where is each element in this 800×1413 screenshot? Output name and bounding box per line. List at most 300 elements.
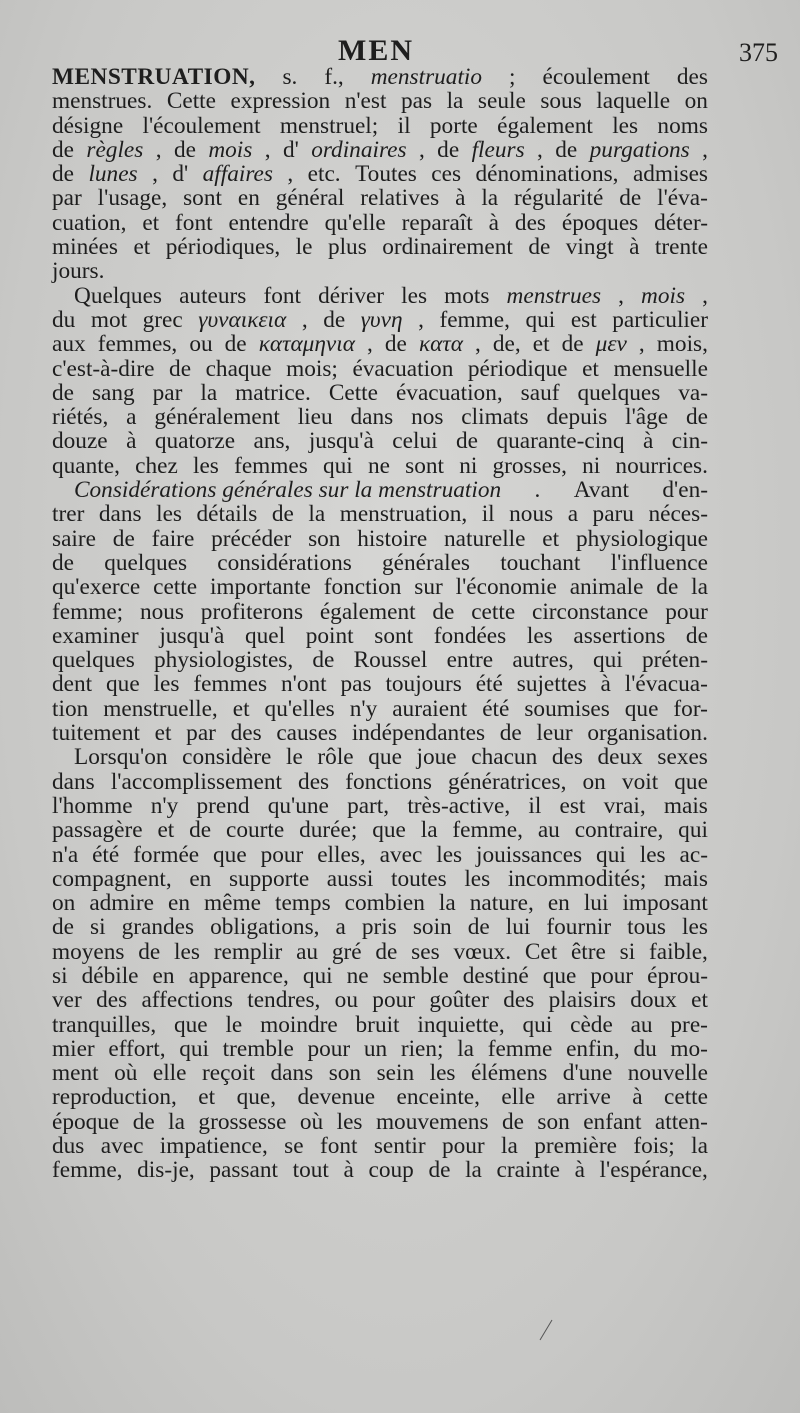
word: de — [271, 501, 294, 528]
word: , — [155, 136, 162, 163]
word: femme — [487, 1035, 553, 1062]
word: les — [401, 282, 428, 309]
word: passagère — [52, 817, 143, 844]
text-line — [52, 794, 708, 818]
word: passant — [209, 1157, 278, 1184]
word: dis-je, — [137, 1157, 195, 1184]
word: été — [482, 695, 510, 722]
word: femme; — [52, 598, 124, 625]
word: impatience, — [159, 1133, 268, 1160]
text-line — [52, 65, 708, 89]
word: il — [528, 792, 542, 819]
word: tion — [52, 695, 89, 722]
word: entendre — [228, 209, 309, 236]
word: périodique — [467, 355, 568, 382]
word: et — [133, 234, 151, 261]
word: elles, — [317, 841, 366, 868]
word: l'influence — [610, 549, 708, 576]
word: dans — [270, 1060, 314, 1087]
word: , — [367, 331, 373, 358]
word: , — [152, 161, 158, 188]
word: tuitement — [52, 720, 140, 747]
word: nourrices. — [615, 452, 708, 479]
word: à — [629, 234, 640, 261]
word: contraire, — [574, 817, 664, 844]
word: deux — [597, 744, 643, 771]
word: femme, — [52, 1157, 123, 1184]
word: la — [200, 379, 218, 406]
word: , — [702, 136, 708, 163]
word: qui — [302, 962, 333, 989]
word: générales — [382, 549, 470, 576]
word: n'a — [52, 841, 79, 868]
text-line — [52, 1013, 708, 1037]
word: première — [534, 1133, 617, 1160]
word: des — [551, 744, 583, 771]
word: , — [638, 331, 645, 358]
word: , — [702, 282, 708, 309]
word: et — [157, 817, 175, 844]
word: tranquilles, — [52, 1011, 157, 1038]
word: et — [232, 695, 250, 722]
word: qui — [323, 452, 353, 479]
word: importante — [209, 574, 311, 601]
word: vingt — [565, 234, 614, 261]
text-line — [52, 527, 708, 551]
word: on — [684, 88, 708, 115]
text-line — [52, 867, 708, 891]
word: compagnent, — [52, 865, 172, 892]
word: de — [686, 404, 708, 431]
text-line — [52, 1158, 708, 1182]
text-line — [52, 551, 708, 575]
word: pour — [260, 841, 304, 868]
text-line — [52, 1110, 708, 1134]
word: à — [600, 671, 611, 698]
word: de — [499, 720, 522, 747]
word: a — [335, 914, 346, 941]
word: au — [537, 817, 560, 844]
word: le — [225, 1011, 243, 1038]
word: naturelle — [443, 525, 526, 552]
text-line — [52, 1085, 708, 1109]
word: les — [682, 914, 708, 941]
word: qu'exerce — [52, 574, 141, 601]
word: sont — [374, 622, 414, 649]
word: prend — [196, 792, 250, 819]
word: la — [691, 574, 708, 601]
word: seule — [477, 88, 526, 115]
word: les — [464, 865, 491, 892]
word: leur — [536, 720, 573, 747]
word: physiologique — [575, 525, 708, 552]
word: porte — [429, 112, 478, 139]
word: quarante-cinq — [496, 428, 625, 455]
word: , — [287, 161, 294, 188]
word: vœux. — [453, 938, 512, 965]
word: touchant — [500, 549, 581, 576]
word: faire — [151, 525, 195, 552]
word: en — [152, 962, 175, 989]
word: va- — [678, 379, 708, 406]
word: la — [438, 890, 456, 917]
word: tout — [292, 1157, 329, 1184]
word: qui — [522, 1011, 553, 1038]
word: très-active, — [407, 792, 511, 819]
word: assertions — [573, 622, 666, 649]
word: généralement — [154, 404, 280, 431]
word: de — [561, 331, 584, 358]
word: n'y — [150, 792, 179, 819]
word: de — [323, 306, 346, 333]
word: considère — [182, 744, 272, 771]
word: qu'elles — [264, 695, 335, 722]
word: celui — [392, 428, 438, 455]
text-line — [52, 235, 708, 259]
word: ordinairement — [382, 234, 513, 261]
text-line — [52, 1061, 708, 1085]
word: d'une — [562, 1060, 613, 1087]
text-line — [52, 138, 708, 162]
word: les — [336, 1108, 363, 1135]
word: la — [501, 1133, 518, 1160]
word: elle — [152, 1060, 187, 1087]
word: les — [156, 501, 182, 528]
word: les — [192, 452, 219, 479]
word: si — [90, 914, 106, 941]
word: grec — [142, 306, 183, 333]
word: organisation. — [587, 720, 708, 747]
word: et — [198, 1084, 216, 1111]
word: son — [328, 1060, 362, 1087]
word: qu'elle — [324, 209, 386, 236]
word: jours. — [52, 258, 105, 285]
word: se — [284, 1133, 304, 1160]
word: admire — [89, 890, 154, 917]
word: , — [301, 306, 308, 333]
word: dans — [98, 501, 142, 528]
word: paru — [592, 501, 634, 528]
word: relatives — [360, 185, 440, 212]
text-line — [52, 429, 708, 453]
word: chez — [135, 452, 178, 479]
word: auraient — [392, 695, 468, 722]
word: a — [126, 404, 137, 431]
word: expression — [230, 88, 331, 115]
word: soumises — [524, 695, 610, 722]
word: incommodités; — [507, 865, 647, 892]
word: de — [685, 622, 708, 649]
emphasis: καταμηνια — [258, 331, 355, 358]
text-line — [52, 891, 708, 915]
word: la — [168, 1108, 185, 1135]
text-line — [52, 818, 708, 842]
word: mais — [663, 792, 708, 819]
text-line — [52, 770, 708, 794]
word: ne — [346, 962, 369, 989]
word: où — [114, 1060, 138, 1087]
word: for- — [673, 695, 708, 722]
word: à — [455, 185, 466, 212]
emphasis: mois — [208, 136, 253, 163]
word: le — [295, 234, 313, 261]
word: de — [432, 598, 455, 625]
word: femme, — [452, 817, 523, 844]
word: femmes — [234, 452, 308, 479]
word: la — [465, 1157, 482, 1184]
word: et — [542, 525, 560, 552]
word: au — [630, 1011, 653, 1038]
word: été — [475, 671, 503, 698]
word: de — [189, 817, 212, 844]
word: que — [368, 744, 402, 771]
word: de — [52, 161, 74, 188]
text-line — [52, 964, 708, 988]
word: est — [559, 792, 586, 819]
word: remplir — [213, 938, 283, 965]
word: fonction — [323, 574, 402, 601]
word: enfin, — [566, 1035, 620, 1062]
word: sujettes — [516, 671, 587, 698]
text-line — [52, 114, 708, 138]
word: de — [428, 1157, 451, 1184]
word: de — [112, 525, 135, 552]
emphasis: fleurs — [471, 136, 525, 163]
word: arrive — [556, 1084, 611, 1111]
word: les — [639, 841, 666, 868]
word: dénominations, — [475, 161, 619, 188]
word: cette — [153, 574, 198, 601]
word: et — [142, 209, 160, 236]
word: , — [418, 306, 424, 333]
word: par — [186, 720, 216, 747]
word: semble — [382, 962, 449, 989]
word: considérations — [217, 549, 352, 576]
word: font — [319, 1133, 358, 1160]
word: précéder — [211, 525, 292, 552]
text-line — [52, 915, 708, 939]
word: la — [457, 1035, 475, 1062]
word: époque — [52, 1108, 120, 1135]
word: soin — [412, 914, 452, 941]
word: moindre — [260, 1011, 338, 1038]
word: que — [674, 768, 708, 795]
word: sang — [91, 379, 135, 406]
text-line — [52, 721, 708, 745]
word: la — [691, 1133, 708, 1160]
word: nouvelle — [627, 1060, 708, 1087]
emphasis: lunes — [88, 161, 138, 188]
text-line — [52, 162, 708, 186]
word: et — [532, 331, 550, 358]
word: histoire — [357, 525, 428, 552]
word: femme, — [439, 306, 510, 333]
word: dus — [52, 1133, 85, 1160]
word: rôle — [317, 744, 354, 771]
word: douze — [52, 428, 108, 455]
word: cède — [570, 1011, 613, 1038]
word: reçoit — [201, 1060, 256, 1087]
word: dans — [350, 404, 394, 431]
word: mot — [90, 306, 128, 333]
word: ces — [431, 161, 462, 188]
text-line — [52, 357, 708, 381]
word: sein — [376, 1060, 415, 1087]
text-line — [52, 332, 708, 356]
word: aussi — [326, 865, 374, 892]
word: noms — [657, 112, 708, 139]
word: des — [96, 987, 128, 1014]
text-line — [52, 843, 708, 867]
word: , — [618, 282, 624, 309]
word: supporte — [228, 865, 310, 892]
word: enceinte, — [396, 1084, 480, 1111]
word: lieu — [297, 404, 333, 431]
word: saire — [52, 525, 96, 552]
word: qui — [525, 306, 556, 333]
word: lui — [583, 890, 609, 917]
emphasis: purgations — [589, 136, 690, 163]
word: c'est-à-dire — [52, 355, 155, 382]
word: des — [676, 64, 708, 90]
word: écoulement — [542, 64, 650, 90]
word: son — [537, 1108, 570, 1135]
word: quante, — [52, 452, 120, 479]
word: indépendantes — [351, 720, 486, 747]
word: qu'une — [267, 792, 329, 819]
word: la — [446, 88, 464, 115]
word: d' — [172, 161, 189, 188]
word: du — [52, 306, 76, 333]
word: menstruel; — [279, 112, 379, 139]
word: déter- — [654, 209, 708, 236]
running-title: MEN — [338, 34, 414, 67]
word: l'évacua- — [624, 671, 708, 698]
word: débile — [81, 962, 139, 989]
word: plaisirs — [548, 987, 616, 1014]
word: ses — [411, 938, 440, 965]
word: atten- — [654, 1108, 708, 1135]
text-line — [52, 308, 708, 332]
text-line — [52, 186, 708, 210]
word: même — [204, 890, 261, 917]
word: de — [375, 938, 398, 965]
word: sur — [414, 574, 443, 601]
word: régularité — [514, 185, 604, 212]
word: sentir — [373, 1133, 426, 1160]
word: mois, — [656, 331, 708, 358]
word: ac- — [679, 841, 708, 868]
word: pre- — [670, 1011, 708, 1038]
word: Quelques — [74, 282, 162, 309]
word: quatorze — [154, 428, 236, 455]
word: aux — [52, 331, 86, 358]
word: mais — [663, 865, 708, 892]
emphasis: κατα — [418, 331, 463, 358]
word: pour — [441, 1133, 485, 1160]
word: Cet — [524, 938, 558, 965]
word: ment — [52, 1060, 99, 1087]
word: jusqu'à — [159, 622, 225, 649]
word: préten- — [641, 647, 708, 674]
word: causes — [276, 720, 338, 747]
word: font — [175, 209, 213, 236]
word: que — [542, 962, 577, 989]
word: de — [312, 647, 335, 674]
word: de — [467, 914, 490, 941]
word: les — [526, 622, 553, 649]
word: etc. — [307, 161, 341, 188]
word: effort, — [108, 1035, 166, 1062]
word: éprou- — [647, 962, 708, 989]
emphasis: γυναικεια — [198, 306, 287, 333]
word: mensuelle — [613, 355, 708, 382]
word: Roussel — [353, 647, 428, 674]
word: de — [52, 914, 74, 941]
word: ans, — [253, 428, 291, 455]
word: en — [189, 865, 212, 892]
word: vrai, — [603, 792, 646, 819]
text-line — [52, 381, 708, 405]
word: temps — [274, 890, 331, 917]
emphasis: menstruatio — [370, 64, 483, 90]
word: n'ont — [280, 671, 327, 698]
word: jusqu'à — [308, 428, 374, 455]
word: pour — [307, 1035, 351, 1062]
word: Cette — [166, 88, 216, 115]
word: devenue — [297, 1084, 376, 1111]
word: mots — [444, 282, 490, 309]
word: cette — [471, 598, 516, 625]
word: matrice. — [235, 379, 311, 406]
word: quelques — [577, 379, 661, 406]
word: également — [497, 112, 593, 139]
text-line — [52, 600, 708, 624]
text-line — [52, 1037, 708, 1061]
word: faible, — [649, 938, 708, 965]
word: si — [52, 962, 68, 989]
word: de — [501, 1108, 524, 1135]
text-line — [52, 502, 708, 526]
word: ne — [367, 452, 390, 479]
word: fondées — [433, 622, 507, 649]
word: son — [308, 525, 341, 552]
word: particulier — [612, 306, 708, 333]
word: grosses, — [492, 452, 567, 479]
word: , — [537, 136, 543, 163]
word: que — [213, 841, 247, 868]
word: nos — [411, 404, 444, 431]
word: gré — [331, 938, 362, 965]
text-line — [52, 672, 708, 696]
word: Cette — [328, 379, 378, 406]
word: fonctions — [345, 768, 432, 795]
emphasis: affaires — [202, 161, 273, 188]
word: génératrices, — [448, 768, 567, 795]
word: Lorsqu'on — [74, 744, 168, 771]
word: quelques — [52, 647, 135, 674]
text-line — [52, 940, 708, 964]
word: qui — [678, 817, 708, 844]
text-line — [52, 988, 708, 1012]
word: , — [418, 136, 425, 163]
text-line — [52, 405, 708, 429]
word: reparaît — [401, 209, 473, 236]
word: été — [92, 841, 120, 868]
word: l'homme — [52, 792, 133, 819]
word: de — [528, 234, 551, 261]
emphasis: règles — [86, 136, 144, 163]
